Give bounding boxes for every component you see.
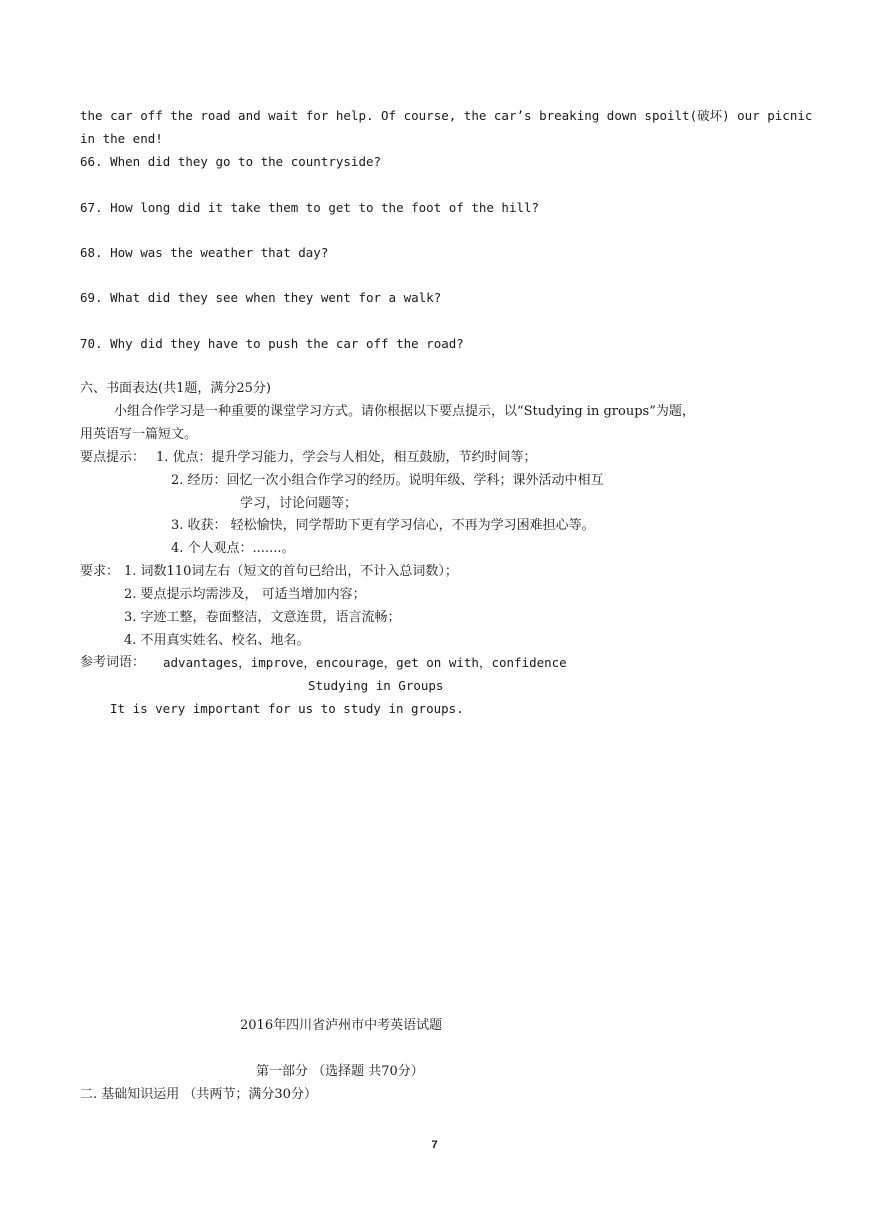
requirement-1: 1. 词数110词左右（短文的首句已给出，不计入总词数）； <box>124 564 458 579</box>
passage-line-2: in the end! <box>80 131 163 146</box>
vocab-list: advantages，improve，encourage，get on with，confidence <box>163 655 567 670</box>
writing-heading: 六、书面表达(共1题，满分25分) <box>80 381 271 396</box>
exam-part: 第一部分 （选择题 共70分） <box>256 1064 424 1079</box>
question-70: 70. Why did they have to push the car off the road? <box>80 336 464 351</box>
passage-line-1: the car off the road and wait for help. Of course, the car’s breaking down spoilt(破坏) our picnic <box>80 108 813 123</box>
question-66: 66. When did they go to the countryside? <box>80 154 382 169</box>
point-2: 2. 经历：回忆一次小组合作学习的经历。说明年级、学科；课外活动中相互 <box>171 473 604 488</box>
writing-intro-line-1: 小组合作学习是一种重要的课堂学习方式。请你根据以下要点提示，以“Studying in groups”为题， <box>114 404 695 419</box>
point-3: 3. 收获： 轻松愉快，同学帮助下更有学习信心，不再为学习困难担心等。 <box>171 518 595 533</box>
page-number: 7 <box>431 1139 438 1151</box>
exam-title: 2016年四川省泸州市中考英语试题 <box>240 1018 443 1033</box>
requirement-2: 2. 要点提示均需涉及， 可适当增加内容； <box>124 587 366 602</box>
writing-intro-line-2: 用英语写一篇短文。 <box>80 427 198 442</box>
requirements-label: 要求： <box>80 564 120 579</box>
requirement-4: 4. 不用真实姓名、校名、地名。 <box>124 633 310 648</box>
points-label: 要点提示： <box>80 450 146 465</box>
point-2-cont: 学习，讨论问题等； <box>240 496 358 511</box>
vocab-label: 参考词语： <box>80 655 146 670</box>
question-68: 68. How was the weather that day? <box>80 245 329 260</box>
question-67: 67. How long did it take them to get to the foot of the hill? <box>80 200 540 215</box>
point-1: 1. 优点：提升学习能力，学会与人相处，相互鼓励，节约时间等； <box>156 450 537 465</box>
requirement-3: 3. 字迹工整，卷面整洁，文意连贯，语言流畅； <box>124 610 401 625</box>
exam-section: 二. 基础知识运用 （共两节；满分30分） <box>80 1087 317 1102</box>
question-69: 69. What did they see when they went for a walk? <box>80 290 442 305</box>
point-4: 4. 个人观点：.......。 <box>171 541 295 556</box>
essay-title: Studying in Groups <box>308 678 444 693</box>
essay-first-sentence: It is very important for us to study in groups. <box>110 701 464 716</box>
